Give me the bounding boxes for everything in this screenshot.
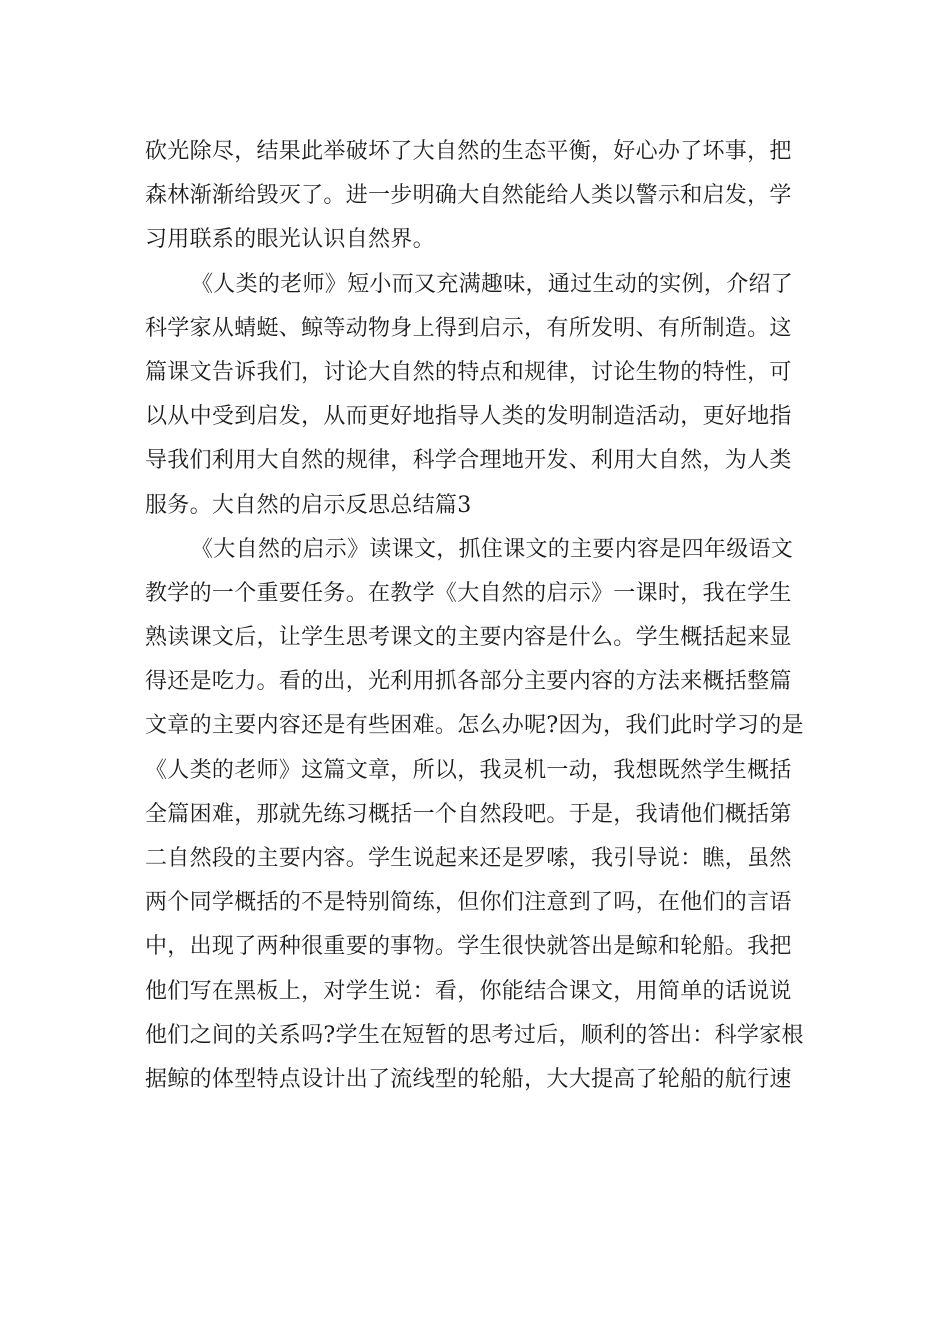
text-line: 据鲸的体型特点设计出了流线型的轮船，大大提高了轮船的航行速 — [145, 1066, 792, 1092]
text-line: 习用联系的眼光认识自然界。 — [145, 227, 435, 253]
text-line: 他们写在黑板上，对学生说：看，你能结合课文，用简单的话说说 — [145, 978, 792, 1004]
text-line: 导我们利用大自然的规律，科学合理地开发、利用大自然，为人类 — [145, 448, 792, 474]
text-line: 中，出现了两种很重要的事物。学生很快就答出是鲸和轮船。我把 — [145, 934, 792, 960]
paragraph-1 — [145, 130, 807, 263]
text-line: 篇课文告诉我们，讨论大自然的特点和规律，讨论生物的特性，可 — [145, 359, 792, 385]
text-line: 得还是吃力。看的出，光利用抓各部分主要内容的方法来概括整篇 — [145, 669, 792, 695]
text-line: 熟读课文后，让学生思考课文的主要内容是什么。学生概括起来显 — [145, 625, 792, 651]
document-body — [145, 130, 807, 1102]
paragraph-3 — [145, 528, 807, 1102]
text-line: 他们之间的关系吗?学生在短暂的思考过后，顺利的答出：科学家根 — [145, 1022, 804, 1048]
text-line: 二自然段的主要内容。学生说起来还是罗嗦，我引导说：瞧，虽然 — [145, 846, 792, 871]
paragraph-2 — [145, 263, 807, 528]
text-line: 砍光除尽，结果此举破坏了大自然的生态平衡，好心办了坏事，把 — [145, 139, 792, 164]
text-line: 文章的主要内容还是有些困难。怎么办呢?因为，我们此时学习的是 — [145, 713, 804, 739]
text-line: 《大自然的启示》读课文，抓住课文的主要内容是四年级语文 — [191, 536, 794, 562]
text-line: 科学家从蜻蜓、鲸等动物身上得到启示，有所发明、有所制造。这 — [145, 315, 792, 341]
text-line: 全篇困难，那就先练习概括一个自然段吧。于是，我请他们概括第 — [145, 801, 792, 827]
text-line: 《人类的老师》这篇文章，所以，我灵机一动，我想既然学生概括 — [145, 757, 792, 783]
text-line: 教学的一个重要任务。在教学《大自然的启示》一课时，我在学生 — [145, 580, 792, 606]
text-line: 两个同学概括的不是特别简练，但你们注意到了吗，在他们的言语 — [145, 890, 792, 916]
text-line: 以从中受到启发，从而更好地指导人类的发明制造活动，更好地指 — [145, 404, 792, 430]
text-line: 《人类的老师》短小而又充满趣味，通过生动的实例，介绍了 — [191, 271, 794, 297]
text-line: 森林渐渐给毁灭了。进一步明确大自然能给人类以警示和启发，学 — [145, 183, 792, 209]
text-line: 服务。大自然的启示反思总结篇3 — [145, 492, 472, 518]
